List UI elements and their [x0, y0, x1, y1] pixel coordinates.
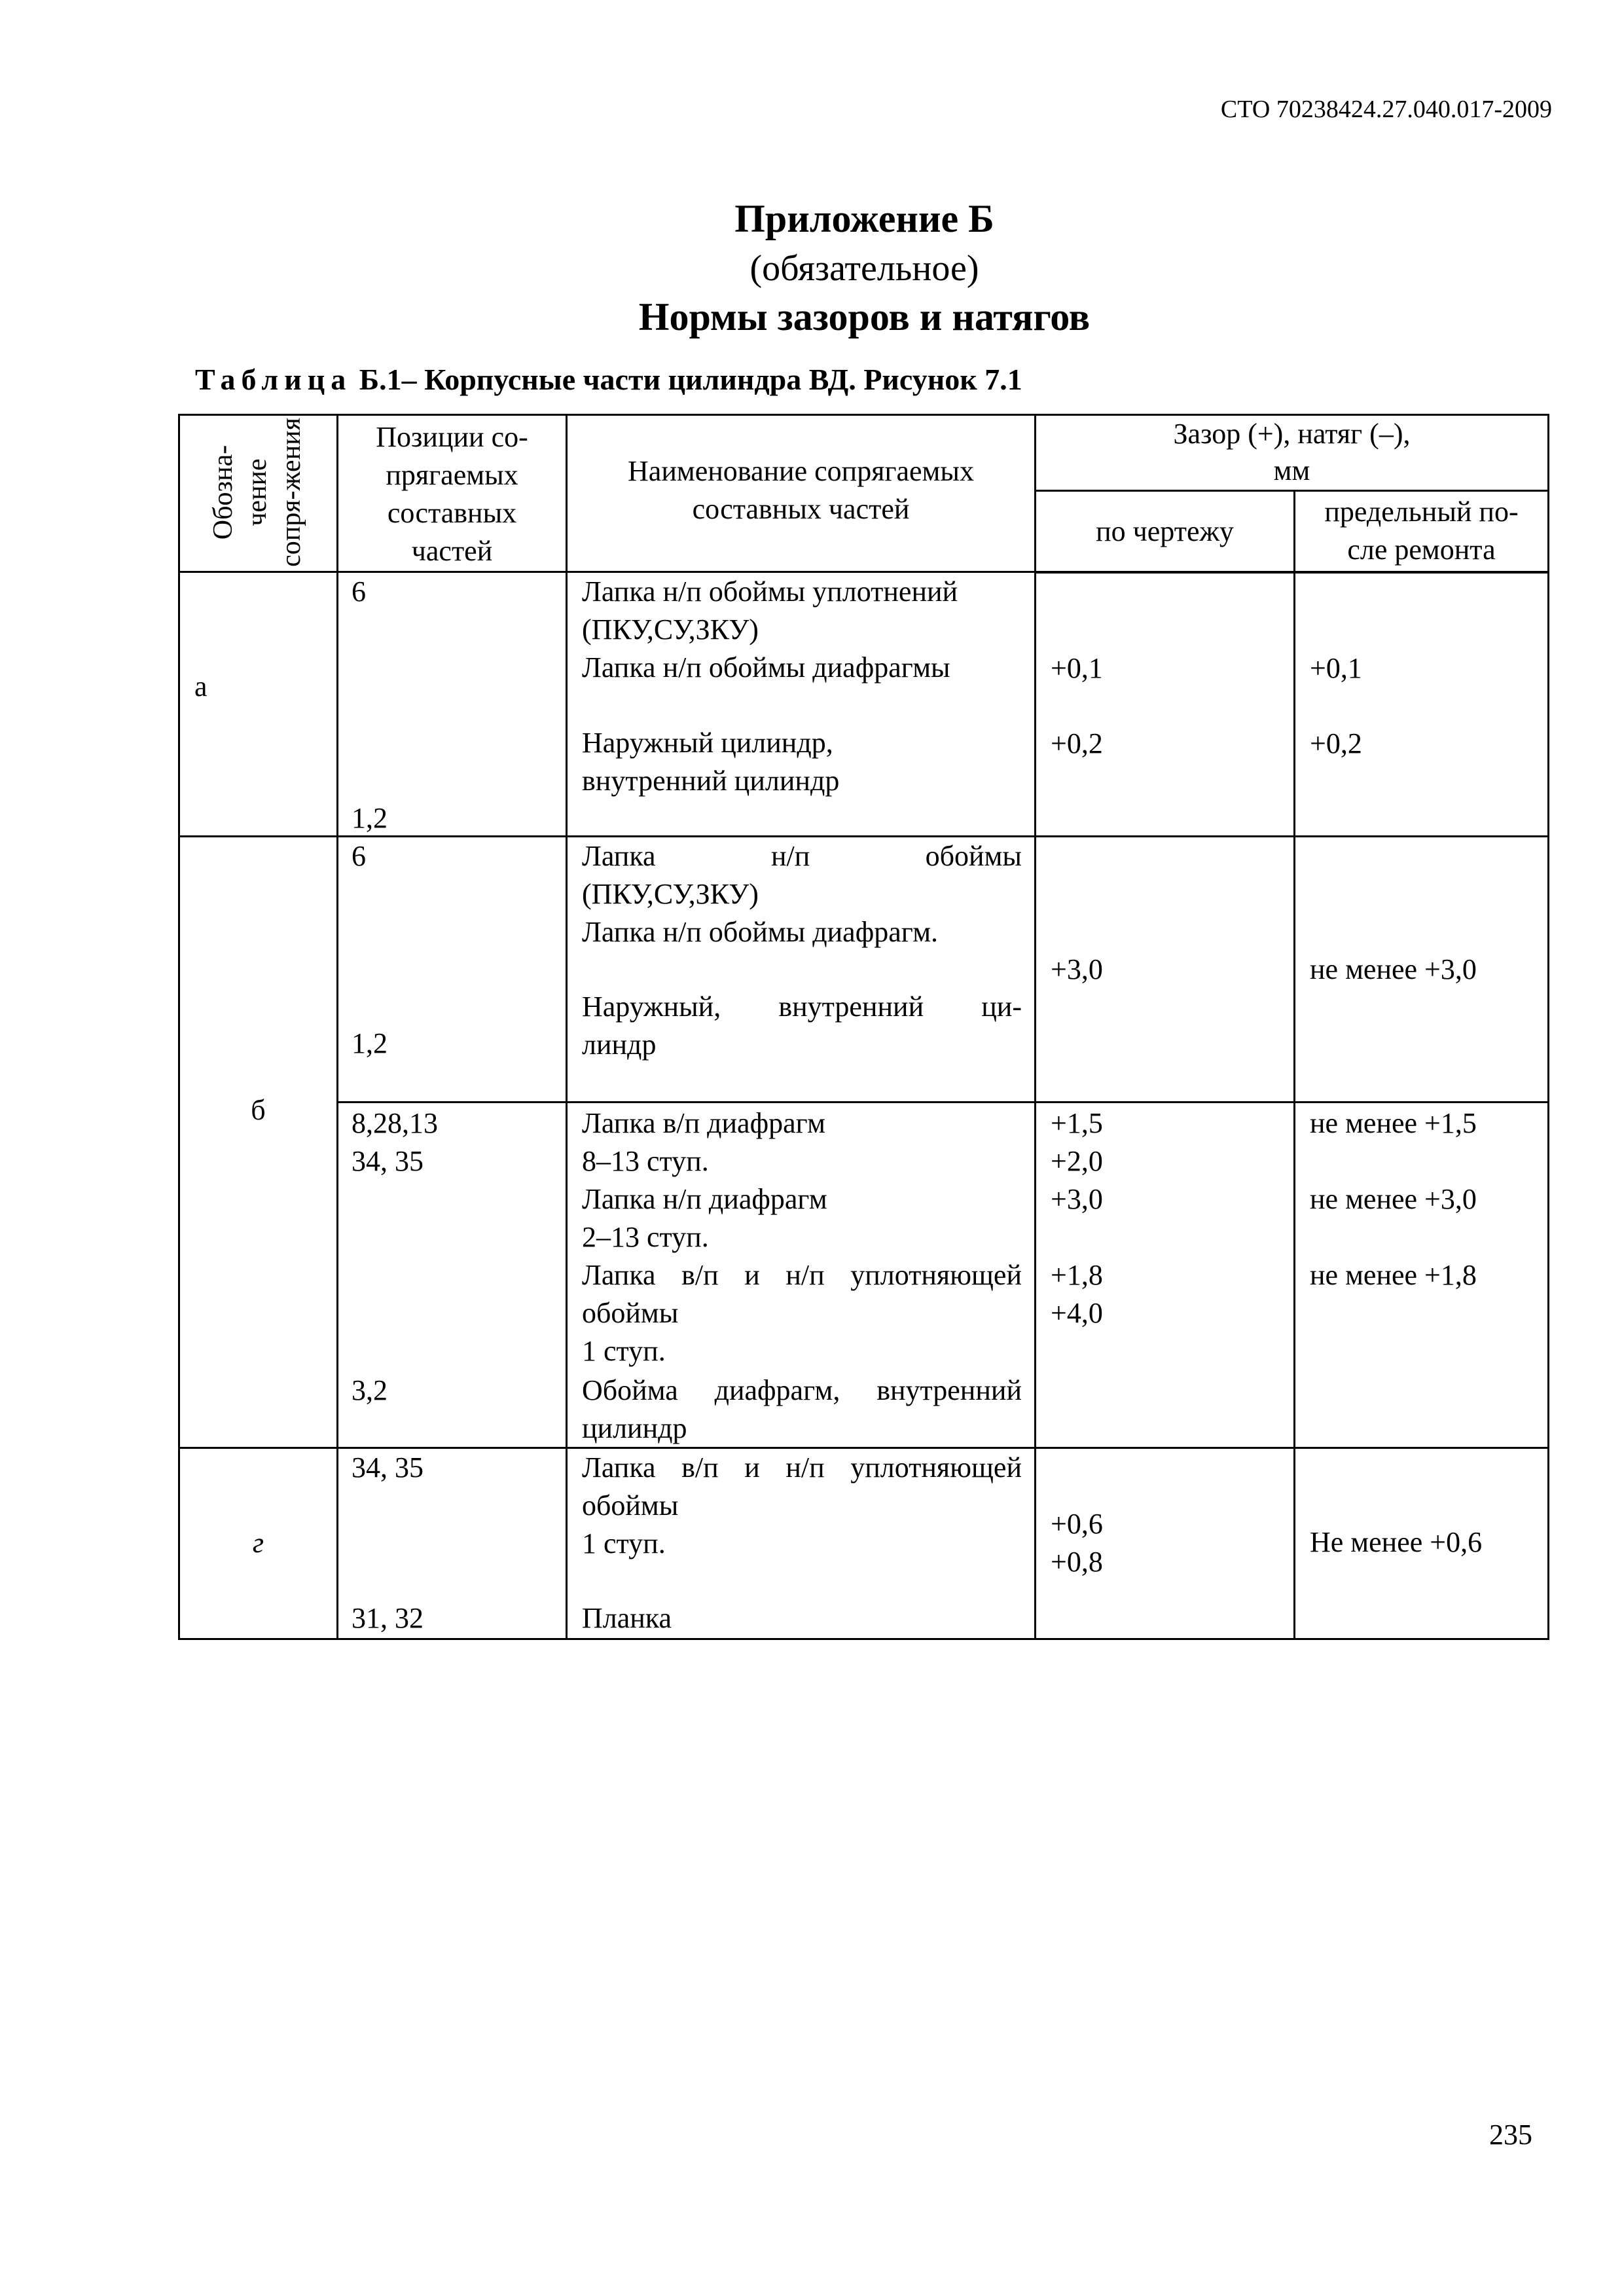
- cell-part-names: [567, 837, 1036, 1102]
- part-name-text: цилиндр: [582, 1412, 687, 1444]
- part-name-text: обоймы: [582, 1297, 679, 1329]
- appendix-heading: Нормы зазоров и натягов: [638, 295, 1091, 338]
- cell-positions: [338, 572, 567, 837]
- table-row: [179, 837, 1549, 1102]
- header-limit-after-repair: [1295, 491, 1549, 572]
- header-mating-designation-text: Обозна-чение сопря-жения: [208, 418, 306, 567]
- position-text: 3,2: [352, 1374, 388, 1406]
- position-text: 1,2: [352, 1027, 388, 1059]
- header-clearance-group: [1036, 415, 1549, 491]
- appendix-title: Приложение Б: [734, 197, 994, 240]
- value-text: +1,5: [1051, 1107, 1103, 1139]
- value-text: +0,8: [1051, 1546, 1103, 1578]
- norms-table: [178, 414, 1549, 1640]
- part-name-text: 2–13 ступ.: [582, 1221, 709, 1253]
- position-text: 31, 32: [352, 1602, 424, 1634]
- mark-text: г: [252, 1527, 264, 1559]
- value-text: +2,0: [1051, 1145, 1103, 1177]
- header-clearance-group-text: Зазор (+), натяг (–), мм: [1173, 418, 1411, 486]
- cell-limit: [1295, 837, 1549, 1102]
- value-text: +4,0: [1051, 1297, 1103, 1329]
- position-text: 1,2: [352, 802, 388, 834]
- table-row: [179, 1102, 1549, 1448]
- cell-by-drawing: [1036, 572, 1295, 837]
- value-text: Не менее +0,6: [1310, 1526, 1483, 1558]
- appendix-status: (обязательное): [749, 248, 979, 289]
- header-part-names: [567, 415, 1036, 572]
- value-text: не менее +3,0: [1310, 953, 1477, 985]
- part-name-text: обоймы: [582, 1489, 679, 1522]
- table-caption-text: Б.1– Корпусные части цилиндра ВД. Рисунок 7.1: [359, 363, 1022, 396]
- value-text: не менее +1,5: [1310, 1107, 1477, 1139]
- value-text: +1,8: [1051, 1259, 1103, 1291]
- cell-limit: [1295, 1102, 1549, 1448]
- cell-part-names: [567, 1102, 1036, 1448]
- cell-mark: [179, 1448, 338, 1639]
- value-text: +3,0: [1051, 953, 1103, 985]
- part-name-text: Лапка н/п обоймы уплотнений: [582, 575, 958, 608]
- value-text: +0,2: [1051, 727, 1103, 759]
- part-name-text: (ПКУ,СУ,ЗКУ): [582, 613, 759, 646]
- cell-positions: [338, 1102, 567, 1448]
- part-name-text: внутренний цилиндр: [582, 765, 840, 797]
- value-text: +3,0: [1051, 1183, 1103, 1215]
- position-text: 34, 35: [352, 1145, 424, 1177]
- page-number: 235: [1489, 2119, 1532, 2151]
- header-mating-designation: [179, 415, 338, 572]
- cell-by-drawing: [1036, 1448, 1295, 1639]
- part-name-text: Лапка н/п диафрагм: [582, 1183, 827, 1215]
- value-text: +0,1: [1051, 651, 1103, 684]
- mark-text: а: [194, 670, 208, 702]
- value-text: не менее +1,8: [1310, 1259, 1477, 1291]
- part-name-text: (ПКУ,СУ,ЗКУ): [582, 878, 759, 910]
- cell-part-names: [567, 572, 1036, 837]
- part-name-text: Наружный цилиндр,: [582, 727, 833, 759]
- part-name-text: линдр: [582, 1029, 657, 1061]
- cell-mark: [179, 837, 338, 1448]
- position-text: 6: [352, 840, 366, 872]
- part-name-text: Наружный, внутренний ци-: [582, 991, 1022, 1023]
- table-caption: [195, 362, 1022, 397]
- value-text: не менее +3,0: [1310, 1183, 1477, 1215]
- cell-by-drawing: [1036, 837, 1295, 1102]
- part-name-text: Лапка н/п обоймы: [582, 840, 1022, 872]
- value-text: +0,1: [1310, 651, 1362, 684]
- part-name-text: 1 ступ.: [582, 1527, 666, 1559]
- header-by-drawing-text: по чертежу: [1096, 515, 1234, 547]
- part-name-text: 8–13 ступ.: [582, 1145, 709, 1177]
- part-name-text: 1 ступ.: [582, 1335, 666, 1367]
- table-row: [179, 572, 1549, 837]
- cell-positions: [338, 837, 567, 1102]
- part-name-text: Лапка н/п обоймы диафрагм.: [582, 916, 939, 948]
- cell-mark: [179, 572, 338, 837]
- cell-positions: [338, 1448, 567, 1639]
- mark-text: б: [251, 1094, 266, 1126]
- table-caption-label: Таблица: [195, 363, 352, 396]
- header-positions-text: Позиции со-прягаемых составных частей: [376, 421, 528, 567]
- value-text: +0,2: [1310, 727, 1362, 759]
- cell-by-drawing: [1036, 1102, 1295, 1448]
- position-text: 34, 35: [352, 1451, 424, 1484]
- header-part-names-text: Наименование сопрягаемых составных частей: [628, 455, 974, 525]
- cell-limit: [1295, 572, 1549, 837]
- table-row: [179, 1448, 1549, 1639]
- header-limit-after-repair-text: предельный по-сле ремонта: [1324, 496, 1519, 566]
- part-name-text: Планка: [582, 1602, 672, 1634]
- part-name-text: Лапка в/п и н/п уплотняющей: [582, 1451, 1022, 1484]
- value-text: +0,6: [1051, 1508, 1103, 1540]
- document-code: СТО 70238424.27.040.017-2009: [1220, 96, 1552, 123]
- part-name-text: Обойма диафрагм, внутренний: [582, 1374, 1022, 1406]
- part-name-text: Лапка в/п и н/п уплотняющей: [582, 1259, 1022, 1291]
- header-positions: [338, 415, 567, 572]
- part-name-text: Лапка н/п обоймы диафрагмы: [582, 651, 950, 683]
- part-name-text: Лапка в/п диафрагм: [582, 1107, 825, 1139]
- cell-limit: [1295, 1448, 1549, 1639]
- cell-part-names: [567, 1448, 1036, 1639]
- position-text: 6: [352, 575, 366, 608]
- header-by-drawing: [1036, 491, 1295, 572]
- position-text: 8,28,13: [352, 1107, 438, 1139]
